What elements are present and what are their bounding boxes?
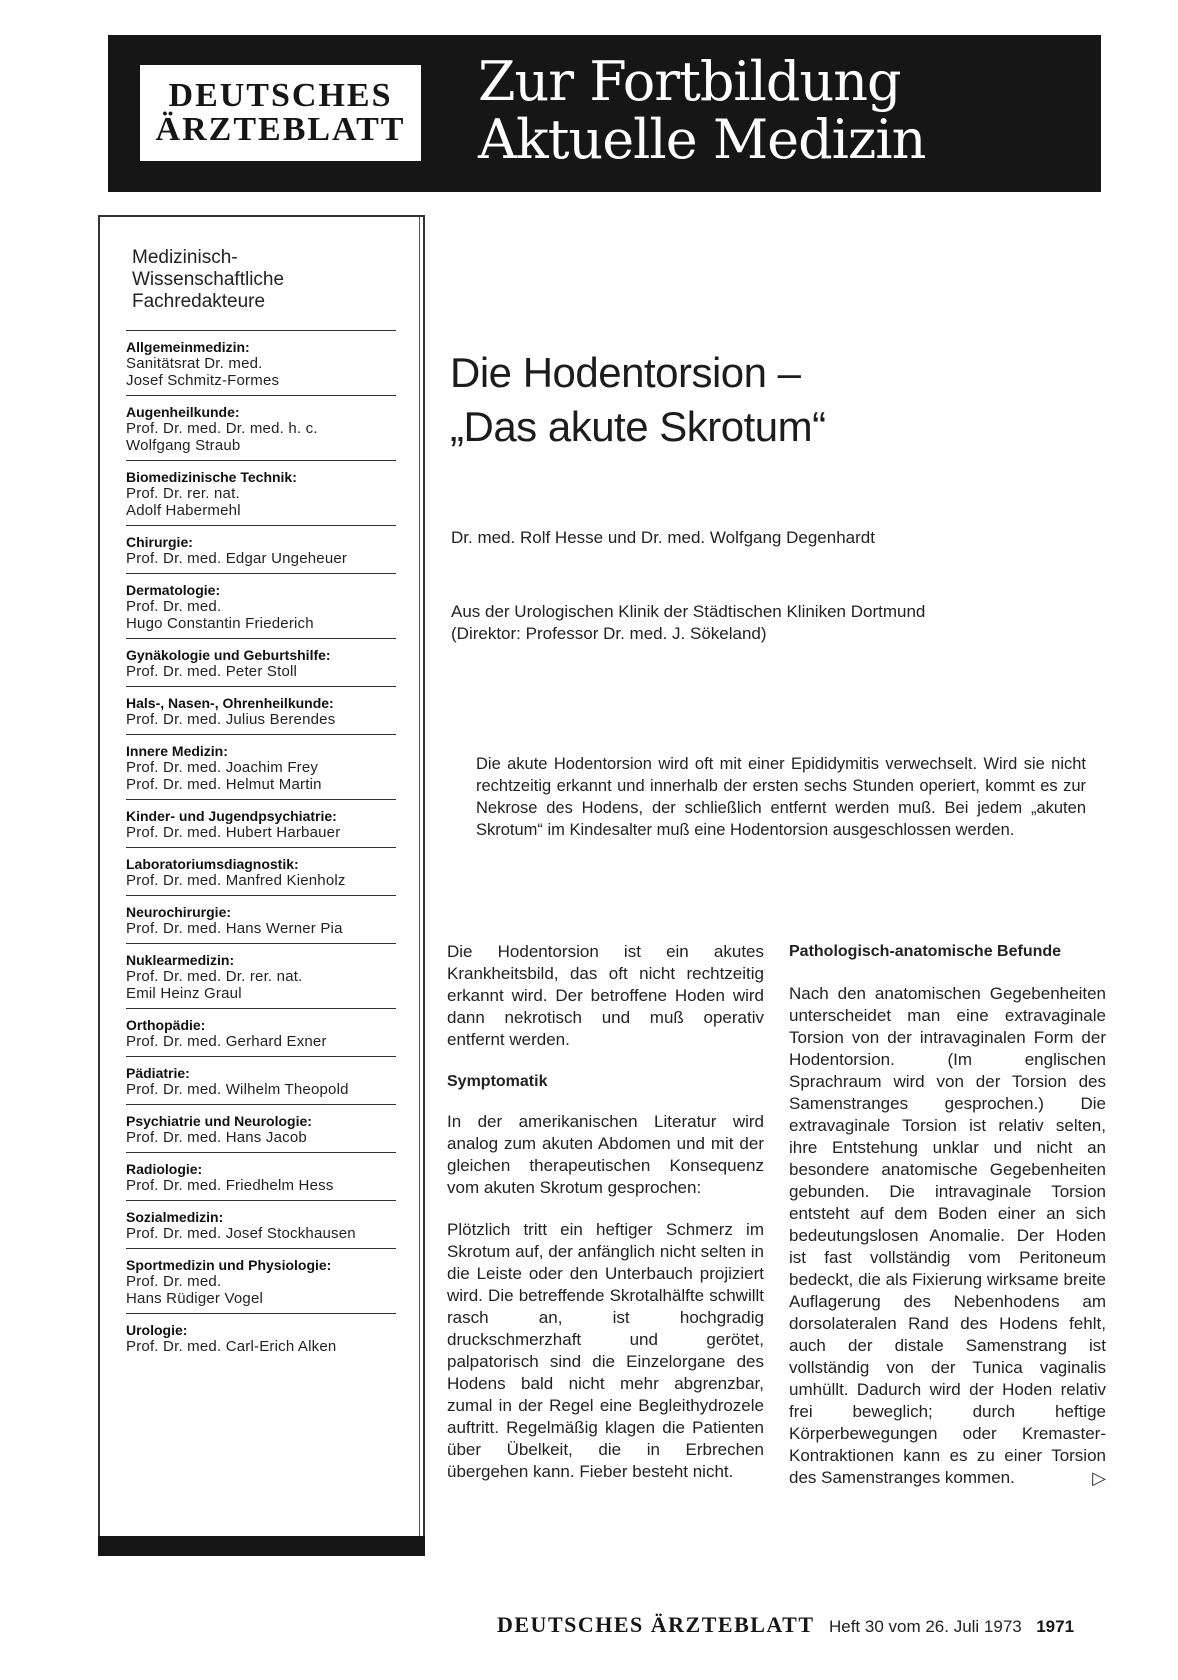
text-column-left (447, 941, 764, 1503)
editor-field: Dermatologie: (126, 582, 221, 598)
editor-name: Hugo Constantin Friederich (126, 615, 314, 632)
page-number: 1971 (1036, 1617, 1075, 1636)
sidebar-heading-line: Wissenschaftliche (132, 269, 285, 290)
sidebar-footer-bar (98, 1536, 425, 1556)
journal-logo (138, 63, 423, 163)
body-paragraph: In der amerikanischen Literatur wird analog zum akuten Abdomen und mit der gleichen therapeutischen Konsequenz vom akuten Skrotum gesprochen: (447, 1112, 764, 1197)
affiliation-line: (Direktor: Professor Dr. med. J. Sökeland) (451, 624, 767, 643)
article-abstract: Die akute Hodentorsion wird oft mit einer Epididymitis verwechselt. Wird sie nicht rechtzeitig erkannt und innerhalb der ersten sechs Stunden operiert, kommt es zur Nekrose des Hodens, der schließlich entfernt werden muß. Bei jedem „akuten Skrotum“ im Kindesalter muß eine Hodentorsion ausgeschlossen werden. (476, 755, 1086, 839)
editor-field: Kinder- und Jugendpsychiatrie: (126, 808, 337, 824)
editor-entry (126, 847, 396, 895)
intro-paragraph: Die Hodentorsion ist ein akutes Krankheitsbild, das oft nicht rechtzeitig erkannt wird. Der betroffene Hoden wird dann nekrotisch und muß operativ entfernt werden. (447, 942, 764, 1049)
editor-field: Neurochirurgie: (126, 904, 232, 920)
editor-name: Prof. Dr. med. (126, 598, 222, 615)
editor-entry (126, 734, 396, 799)
editor-entry (126, 1200, 396, 1248)
editor-entry (126, 1152, 396, 1200)
editor-entry (126, 1104, 396, 1152)
journal-header (108, 35, 1101, 192)
text-column-right (789, 941, 1106, 1509)
article-authors: Dr. med. Rolf Hesse und Dr. med. Wolfgang Degenhardt (451, 528, 875, 547)
editor-name: Prof. Dr. med. Gerhard Exner (126, 1033, 327, 1050)
continue-arrow-icon: ▷ (1092, 1468, 1106, 1488)
body-paragraph-text: Nach den anatomischen Gegebenheiten unterscheidet man eine extravaginale Torsion von der intravaginalen Form der Hodentorsion. (Im englischen Sprachraum wird von der Torsion des Samenstranges gesprochen.) Die extravaginale Torsion ist relativ selten, ihre Entstehung unklar und nicht an besondere anatomische Gegebenheiten gebunden. Die intravaginale Torsion entsteht auf dem Boden einer an sich bedeutungslosen Anomalie. Der Hoden ist fast vollständig vom Peritoneum bedeckt, die als Fixierung wirksame breite Auflagerung des Nebenhodens am dorsolateralen Rand des Hodens fehlt, auch der distale Samenstrang ist vollständig von der Tunica vaginalis umhüllt. Dadurch wird der Hoden relativ frei beweglich; durch heftige Körperbewegungen oder Kremaster-Kontraktionen kann es zu einer Torsion des Samenstranges kommen. (789, 984, 1106, 1487)
sidebar-heading-line: Medizinisch- (132, 247, 238, 268)
editor-field: Chirurgie: (126, 534, 193, 550)
editor-name: Sanitätsrat Dr. med. (126, 355, 263, 372)
editor-name: Prof. Dr. med. Wilhelm Theopold (126, 1081, 349, 1098)
editor-entry (126, 1248, 396, 1313)
article-title-line: Die Hodentorsion – (450, 349, 801, 396)
editor-name: Adolf Habermehl (126, 502, 241, 519)
editor-list (126, 330, 396, 1361)
editor-name: Prof. Dr. med. Julius Berendes (126, 711, 336, 728)
editor-name: Prof. Dr. med. Josef Stockhausen (126, 1225, 356, 1242)
footer-journal-name: DEUTSCHES ÄRZTEBLATT (497, 1612, 815, 1637)
editor-field: Radiologie: (126, 1161, 203, 1177)
editor-name: Prof. Dr. med. Hubert Harbauer (126, 824, 341, 841)
editor-entry (126, 330, 396, 395)
editor-entry (126, 395, 396, 460)
body-paragraph: Plötzlich tritt ein heftiger Schmerz im Skrotum auf, der anfänglich nicht selten in die Leiste oder den Unterbauch projiziert wird. Die betreffende Skrotalhälfte schwillt rasch an, ist hochgradig druckschmerzhaft und gerötet, palpatorisch sind die Einzelorgane des Hodens bald nicht mehr abgrenzbar, zumal in der Regel eine Begleithydrozele auftritt. Regelmäßig klagen die Patienten über Übelkeit, die in Erbrechen übergehen kann. Fieber besteht nicht. (447, 1220, 764, 1481)
editor-name: Wolfgang Straub (126, 437, 241, 454)
sidebar-heading (132, 247, 284, 313)
section-heading: Pathologisch-anatomische Befunde (789, 943, 1062, 960)
editor-name: Prof. Dr. med. Dr. med. h. c. (126, 420, 318, 437)
editor-name: Prof. Dr. med. Hans Jacob (126, 1129, 307, 1146)
editor-name: Emil Heinz Graul (126, 985, 242, 1002)
editor-field: Pädiatrie: (126, 1065, 190, 1081)
article-affiliation (451, 601, 925, 645)
editor-entry (126, 799, 396, 847)
editor-field: Psychiatrie und Neurologie: (126, 1113, 312, 1129)
editor-entry (126, 943, 396, 1008)
editor-name: Prof. Dr. med. Carl-Erich Alken (126, 1338, 337, 1355)
editor-field: Allgemeinmedizin: (126, 339, 250, 355)
editor-name: Prof. Dr. med. Manfred Kienholz (126, 872, 346, 889)
editor-name: Prof. Dr. med. (126, 1273, 222, 1290)
affiliation-line: Aus der Urologischen Klinik der Städtischen Kliniken Dortmund (451, 602, 926, 621)
page-footer (497, 1612, 1074, 1638)
article-title-line: „Das akute Skrotum“ (450, 403, 826, 450)
editors-sidebar (98, 215, 425, 1554)
editor-name: Prof. Dr. med. Joachim Frey (126, 759, 319, 776)
editor-field: Sportmedizin und Physiologie: (126, 1257, 332, 1273)
editor-name: Prof. Dr. med. Peter Stoll (126, 663, 298, 680)
editor-field: Gynäkologie und Geburtshilfe: (126, 647, 331, 663)
editor-field: Orthopädie: (126, 1017, 206, 1033)
editor-name: Prof. Dr. med. Friedhelm Hess (126, 1177, 334, 1194)
section-title (478, 50, 926, 171)
editor-field: Laboratoriumsdiagnostik: (126, 856, 299, 872)
editor-entry (126, 460, 396, 525)
editor-name: Prof. Dr. rer. nat. (126, 485, 240, 502)
footer-issue: Heft 30 vom 26. Juli 1973 (828, 1617, 1022, 1636)
editor-entry (126, 686, 396, 734)
editor-field: Augenheilkunde: (126, 404, 240, 420)
editor-entry (126, 1313, 396, 1361)
editor-name: Prof. Dr. med. Helmut Martin (126, 776, 322, 793)
editor-entry (126, 1056, 396, 1104)
sidebar-heading-line: Fachredakteure (132, 291, 266, 312)
editor-field: Biomedizinische Technik: (126, 469, 297, 485)
editor-field: Sozialmedizin: (126, 1209, 224, 1225)
editor-field: Urologie: (126, 1322, 188, 1338)
editor-name: Josef Schmitz-Formes (126, 372, 280, 389)
editor-entry (126, 1008, 396, 1056)
section-heading: Symptomatik (447, 1073, 548, 1090)
editor-entry (126, 638, 396, 686)
editor-name: Prof. Dr. med. Edgar Ungeheuer (126, 550, 348, 567)
editor-name: Hans Rüdiger Vogel (126, 1290, 264, 1307)
editor-name: Prof. Dr. med. Hans Werner Pia (126, 920, 343, 937)
section-title-line: Aktuelle Medizin (478, 108, 926, 171)
body-paragraph (789, 983, 1106, 1489)
editor-entry (126, 895, 396, 943)
editor-field: Hals-, Nasen-, Ohrenheilkunde: (126, 695, 334, 711)
editor-field: Innere Medizin: (126, 743, 228, 759)
section-title-line: Zur Fortbildung (478, 50, 901, 113)
logo-line: ÄRZTEBLATT (155, 111, 406, 148)
editor-name: Prof. Dr. med. Dr. rer. nat. (126, 968, 303, 985)
editor-entry (126, 525, 396, 573)
logo-line: DEUTSCHES (168, 77, 393, 114)
editor-entry (126, 573, 396, 638)
editor-field: Nuklearmedizin: (126, 952, 235, 968)
article-title (450, 346, 826, 454)
